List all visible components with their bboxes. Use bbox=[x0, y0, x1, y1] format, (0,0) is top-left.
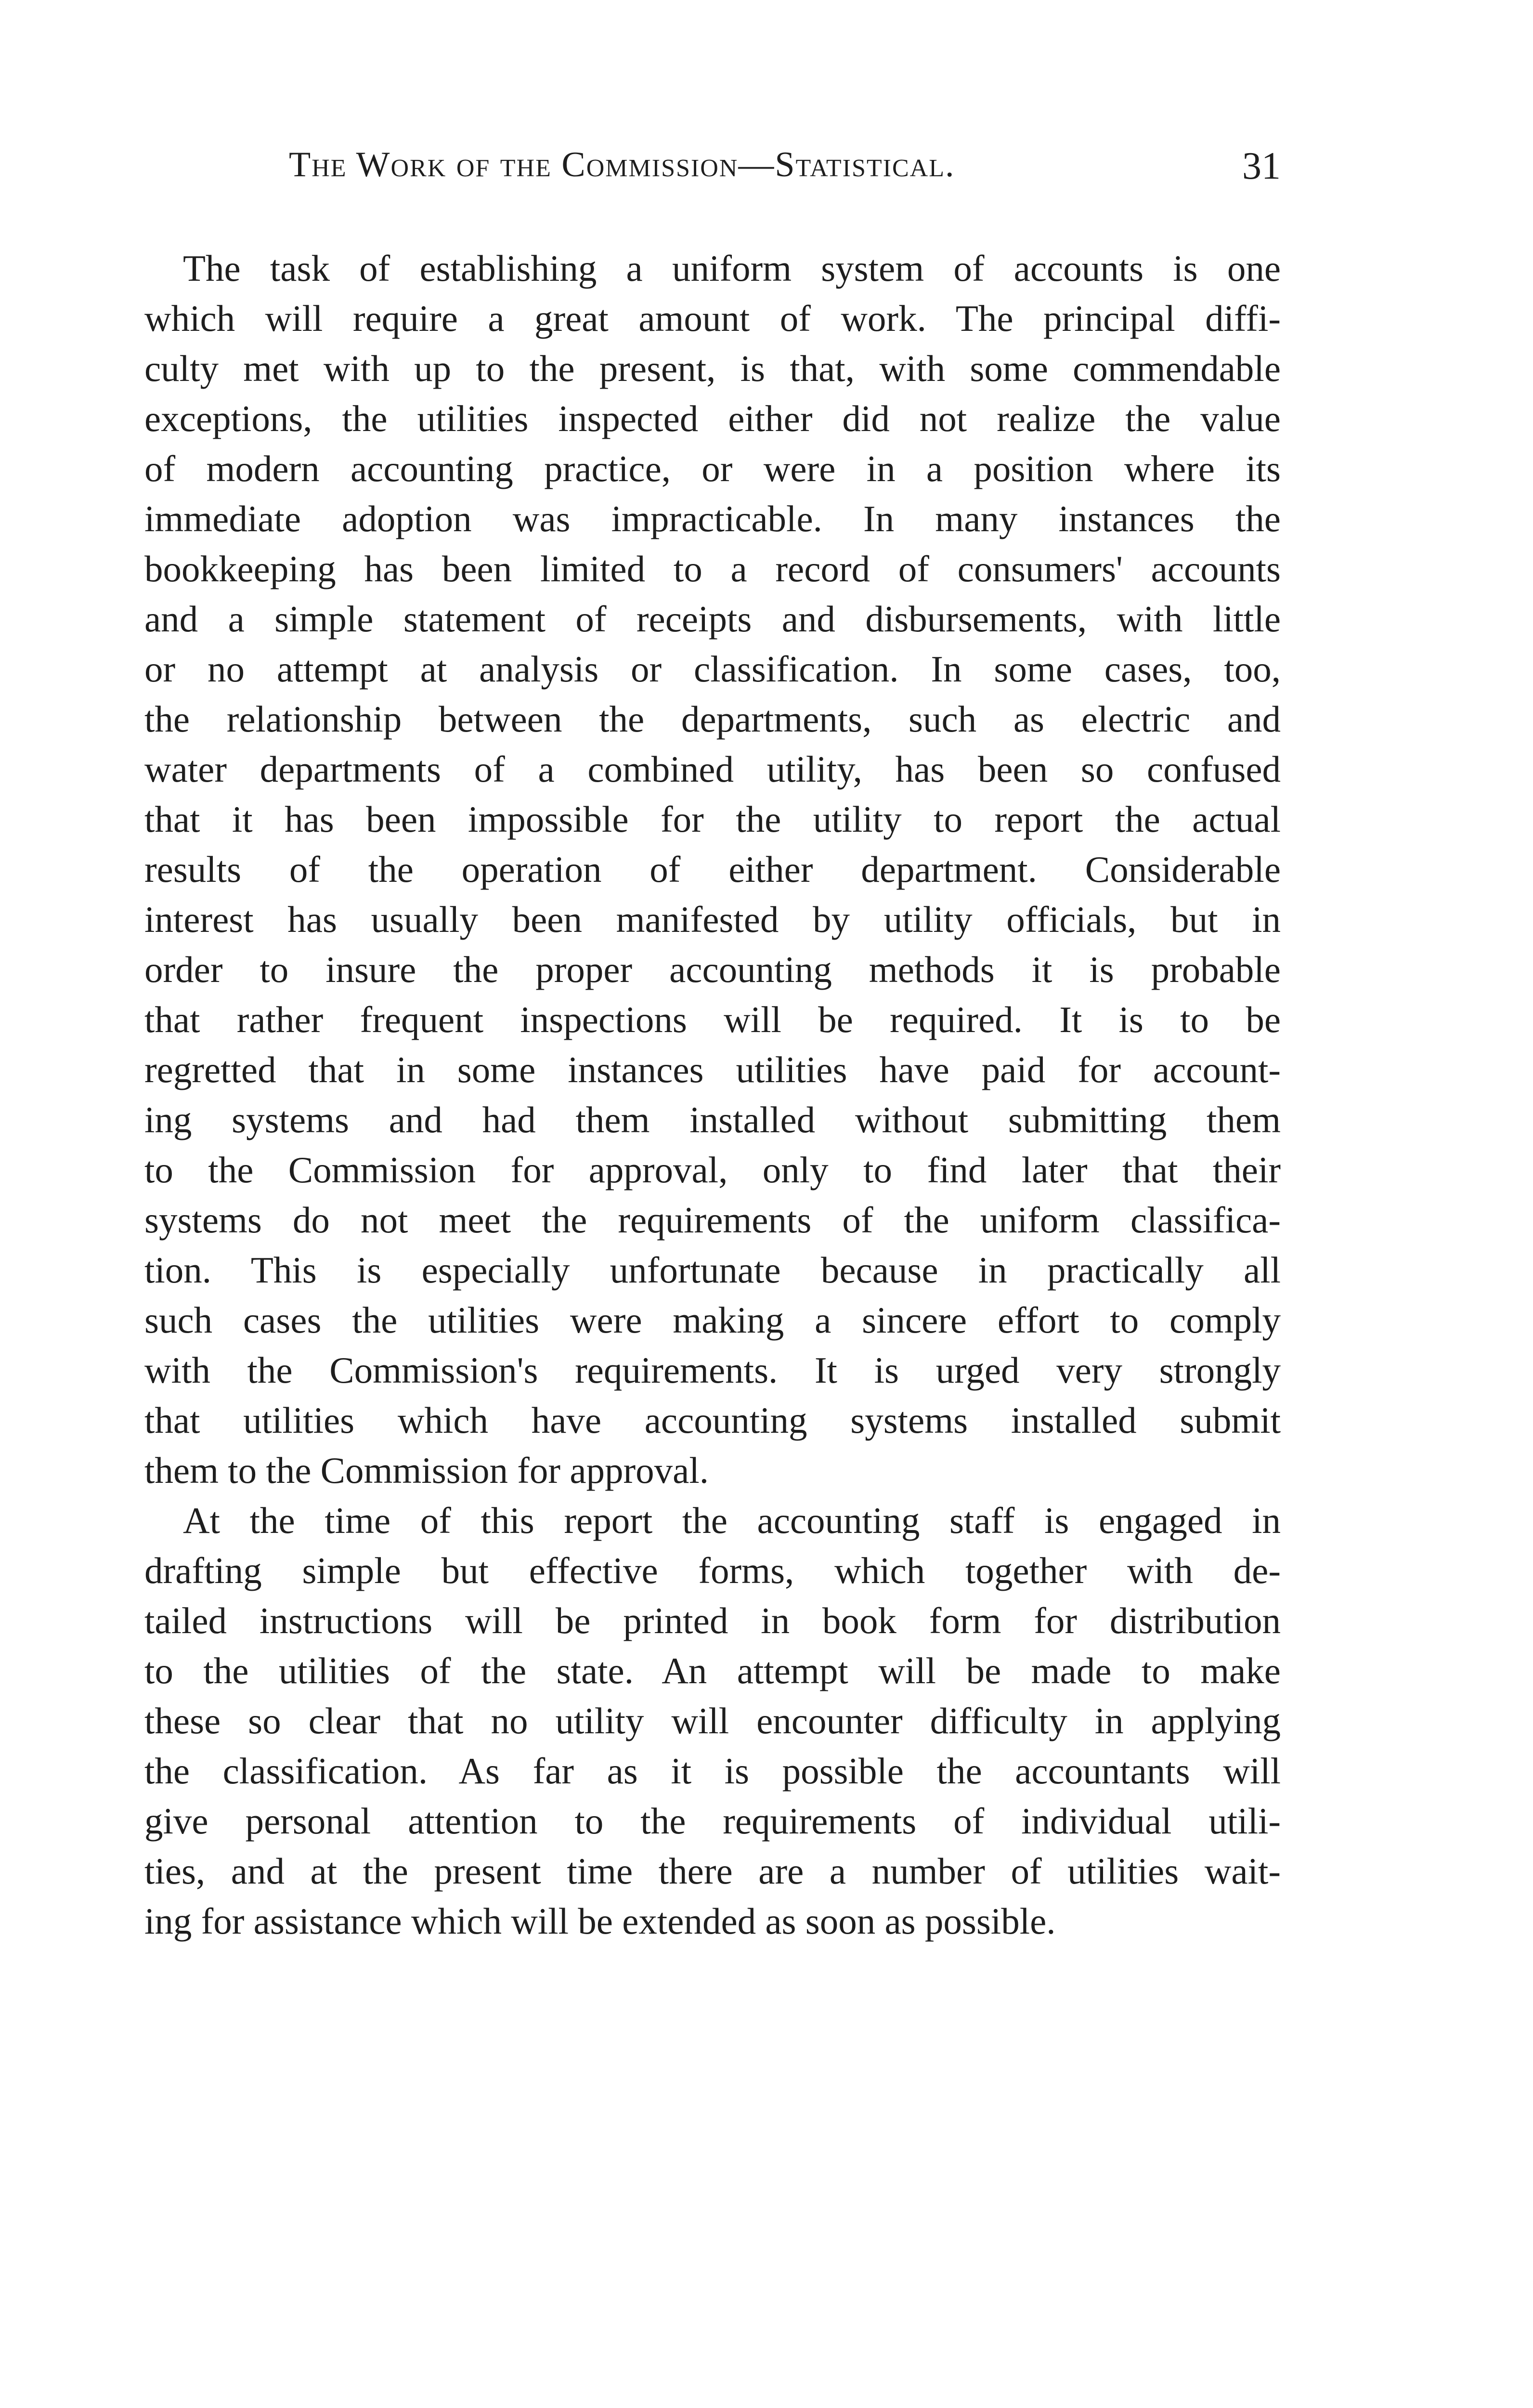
text-line: them to the Commission for approval. bbox=[144, 1450, 709, 1491]
text-line: order to insure the proper accounting methods it is probable bbox=[144, 949, 1281, 990]
running-title: The Work of the Commission—Statistical. bbox=[289, 145, 955, 184]
text-line: these so clear that no utility will encounter difficulty in applying bbox=[144, 1700, 1281, 1741]
text-line: tailed instructions will be printed in book form for distribution bbox=[144, 1600, 1281, 1641]
text-line: drafting simple but effective forms, which together with de- bbox=[144, 1550, 1281, 1591]
page-number: 31 bbox=[1242, 145, 1281, 187]
text-line: such cases the utilities were making a sincere effort to comply bbox=[144, 1299, 1281, 1341]
body-text bbox=[144, 243, 1281, 1946]
paragraph-1 bbox=[144, 243, 1281, 1495]
text-line: tion. This is especially unfortunate because in practically all bbox=[144, 1249, 1281, 1291]
paragraph-2 bbox=[144, 1495, 1281, 1946]
text-line: the classification. As far as it is possible the accountants will bbox=[144, 1750, 1281, 1792]
text-line: with the Commission's requirements. It is urged very strongly bbox=[144, 1349, 1281, 1391]
text-line: At the time of this report the accounting staff is engaged in bbox=[183, 1500, 1281, 1541]
text-line: ing for assistance which will be extended as soon as possible. bbox=[144, 1900, 1056, 1942]
text-line: the relationship between the departments, such as electric and bbox=[144, 698, 1281, 740]
text-line: regretted that in some instances utilities have paid for account- bbox=[144, 1049, 1281, 1090]
text-line: The task of establishing a uniform system of accounts is one bbox=[183, 248, 1281, 289]
text-line: immediate adoption was impracticable. In many instances the bbox=[144, 498, 1281, 539]
text-line: interest has usually been manifested by utility officials, but in bbox=[144, 899, 1281, 940]
text-line: culty met with up to the present, is that, with some commendable bbox=[144, 348, 1281, 389]
text-line: systems do not meet the requirements of the uniform classifica- bbox=[144, 1199, 1281, 1241]
text-line: bookkeeping has been limited to a record of consumers' accounts bbox=[144, 548, 1281, 589]
text-line: and a simple statement of receipts and disbursements, with little bbox=[144, 598, 1281, 640]
text-line: that utilities which have accounting systems installed submit bbox=[144, 1400, 1281, 1441]
running-head bbox=[289, 144, 1281, 202]
text-line: exceptions, the utilities inspected either did not realize the value bbox=[144, 398, 1281, 439]
text-line: of modern accounting practice, or were in a position where its bbox=[144, 448, 1281, 489]
text-line: to the utilities of the state. An attempt will be made to make bbox=[144, 1650, 1281, 1691]
text-line: which will require a great amount of work. The principal diffi- bbox=[144, 298, 1281, 339]
text-line: water departments of a combined utility, has been so confused bbox=[144, 748, 1281, 790]
text-line: results of the operation of either department. Considerable bbox=[144, 849, 1281, 890]
text-line: that rather frequent inspections will be required. It is to be bbox=[144, 999, 1281, 1040]
text-line: that it has been impossible for the utility to report the actual bbox=[144, 798, 1281, 840]
text-line: give personal attention to the requirements of individual utili- bbox=[144, 1800, 1281, 1842]
text-line: ing systems and had them installed without submitting them bbox=[144, 1099, 1281, 1140]
text-line: or no attempt at analysis or classification. In some cases, too, bbox=[144, 648, 1281, 690]
text-line: ties, and at the present time there are a number of utilities wait- bbox=[144, 1850, 1281, 1892]
text-line: to the Commission for approval, only to find later that their bbox=[144, 1149, 1281, 1191]
